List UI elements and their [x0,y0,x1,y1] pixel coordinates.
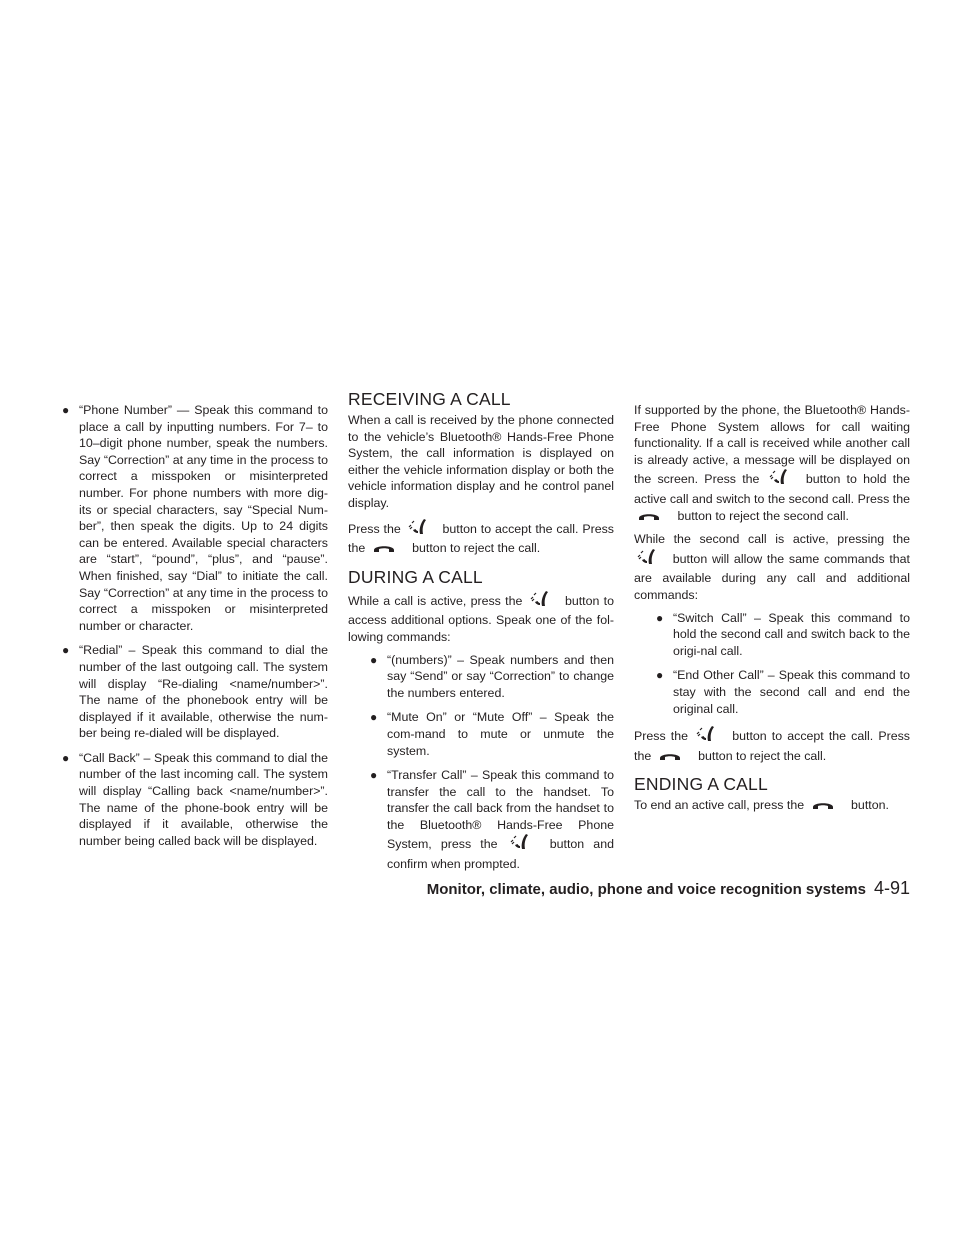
second-call-paragraph: While the second call is active, pressing the button will allow the same commands that are available during any call and additional commands: [634,532,910,602]
column-right [634,402,910,821]
bullet-text: “Phone Number” — Speak this command to place a call by inputting numbers. For 7– to 10–digit phone number, speak the numbers. Say “Correction” at any time in the process to correct a misspoken or misinterpreted number. For phone numbers with more dig-its or special characters, say “Special Num-ber”, then speak the digits. Up to 24 digits can be entered. Available special characters are “start”, “pound”, “plus”, and “pause”. When finished, say “Dial” to initiate the call. Say “Correction” at any time in the process to correct a misspoken or misinterpreted number or character. [79,403,328,633]
heading-ending-a-call: ENDING A CALL [634,774,768,795]
bullet-dot: ● [370,710,378,725]
bullet-dot: ● [656,668,664,683]
bullet-end-other-call [656,667,910,717]
bullet-call-back [62,750,328,850]
bullet-dot: ● [656,610,664,625]
bullet-text: “Transfer Call” – Speak this command to transfer the call to the handset. To transfer the call back from the handset to the Bluetooth® Hands-Free Phone System, press the [387,768,614,852]
bullet-dot: ● [62,750,70,765]
footer-section-title: Monitor, climate, audio, phone and voice recognition systems [426,881,866,898]
bullet-redial [62,642,328,742]
bullet-mute [370,709,614,759]
bullet-text: “End Other Call” – Speak this command to stay with the second call and end the original call. [673,668,910,716]
bullet-text: button and confirm when prompted. [387,837,614,872]
call-waiting-paragraph: If supported by the phone, the Bluetooth® Hands-Free Phone System allows for call waiting functionality. If a call is received while another call is already active, a message will be displayed on the screen. Press the button to hold the active call and switch to the second call. Press the button to reject the second call. [634,402,910,525]
bullet-dot: ● [62,403,70,417]
bullet-dot: ● [370,652,378,667]
phone-end-icon [638,509,660,526]
bullet-dot: ● [370,768,378,783]
receiving-paragraph: When a call is received by the phone connected to the vehicle’s Bluetooth® Hands-Free Phone System, the call information is displayed on either the vehicle information display or both the vehicle information display and he control panel display. [348,413,614,510]
accept-reject-paragraph: Press the button to accept the call. Press the button to reject the call. [634,725,910,765]
bullet-switch-call [656,610,910,660]
heading-receiving-a-call: RECEIVING A CALL [348,389,511,409]
bullet-dot: ● [62,643,70,658]
page-footer [427,878,910,902]
phone-talk-icon [768,468,788,491]
phone-talk-icon [529,590,549,613]
heading-during-a-call: DURING A CALL [348,566,483,587]
phone-talk-icon [695,725,715,748]
bullet-transfer-call [370,767,614,873]
page-number: 4-91 [873,878,910,898]
bullet-text: “Mute On” or “Mute Off” – Speak the com-mand to mute or unmute the system. [387,710,614,758]
phone-end-icon [812,798,834,815]
receiving-press-paragraph: Press the button to accept the call. Press the button to reject the call. [348,518,614,558]
phone-end-icon [373,541,395,558]
phone-talk-icon [407,518,427,541]
bullet-text: “Redial” – Speak this command to dial the number of the last outgoing call. The system will display “Re-dialing <name/number>”. The name of the phonebook entry will be displayed if it available, otherwise the num-ber being re-dialed will be displayed. [79,643,328,741]
column-middle [348,388,614,881]
phone-end-icon [659,749,681,766]
phone-talk-icon [636,548,656,571]
during-intro: While a call is active, press the button to access additional options. Speak one of the fol-lowing commands: [348,590,614,646]
ending-paragraph: To end an active call, press the button. [634,797,910,815]
bullet-text: “(numbers)” – Speak numbers and then say “Send” or say “Correction” to change the numbers entered. [387,652,614,700]
bullet-text: “Call Back” – Speak this command to dial the number of the last incoming call. The system will display “Calling back <name/number>”. The name of the phone-book entry will be displayed if it available, otherwise the number being called back will be displayed. [79,750,328,848]
column-left [62,402,328,857]
bullet-phone-number [62,402,328,634]
bullet-text: “Switch Call” – Speak this command to hold the second call and switch back to the origi-nal call. [673,610,910,658]
phone-talk-icon [509,833,529,856]
bullet-numbers [370,652,614,702]
